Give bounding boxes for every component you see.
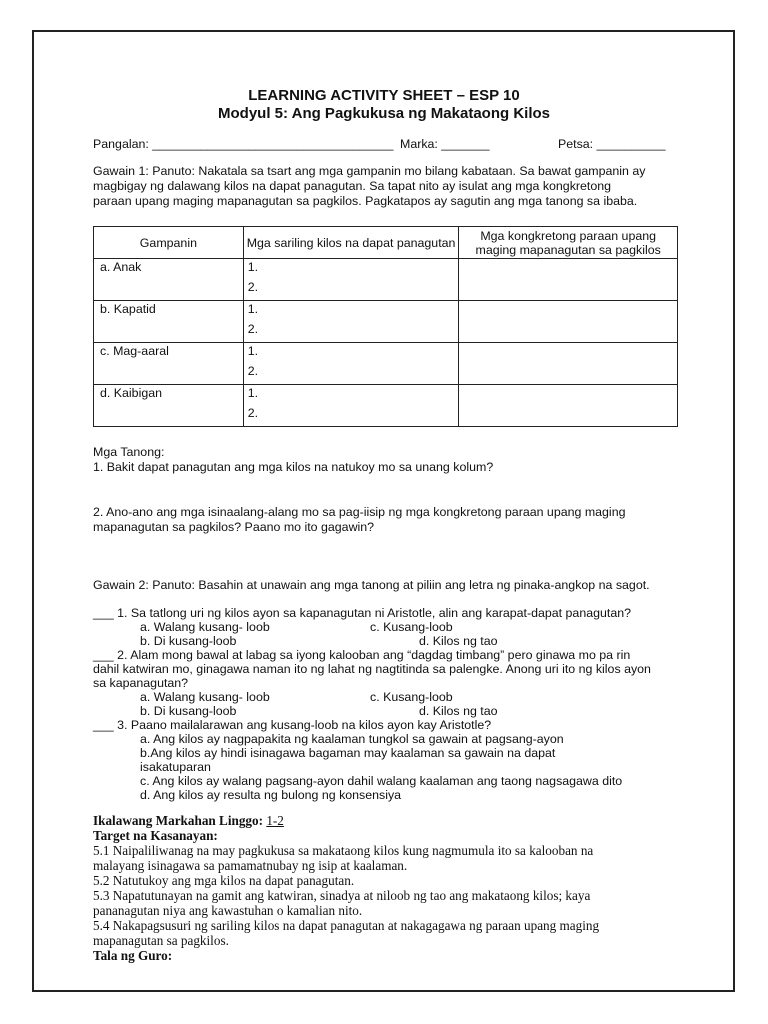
mc-q3-option-d[interactable]: d. Ang kilos ay resulta ng bulong ng konsensiya xyxy=(140,788,402,802)
grade-field[interactable]: Marka: _______ xyxy=(400,137,490,151)
table-row xyxy=(94,385,678,427)
item-number: 2. xyxy=(247,364,259,378)
date-field[interactable]: Petsa: __________ xyxy=(558,137,666,151)
target-5-3-line2: pananagutan niya ang kawastuhan o kamalian nito. xyxy=(93,903,363,918)
item-number: 1. xyxy=(247,386,259,400)
mc-q2-option-b[interactable]: b. Di kusang-loob xyxy=(140,704,237,718)
kilos-cell[interactable] xyxy=(243,259,459,301)
mc-q1-option-c[interactable]: c. Kusang-loob xyxy=(370,620,453,634)
week-row xyxy=(93,813,284,828)
role-cell: b. Kapatid xyxy=(94,301,244,343)
item-number: 1. xyxy=(247,344,259,358)
mc-q1-option-b[interactable]: b. Di kusang-loob xyxy=(140,634,237,648)
sheet-title: LEARNING ACTIVITY SHEET – ESP 10 xyxy=(248,87,520,104)
header-kilos: Mga sariling kilos na dapat panagutan xyxy=(243,227,459,259)
paraan-cell[interactable] xyxy=(459,301,678,343)
paraan-cell[interactable] xyxy=(459,343,678,385)
teacher-note-label: Tala ng Guro: xyxy=(93,948,173,963)
gawain2-instructions: Gawain 2: Panuto: Basahin at unawain ang mga tanong at piliin ang letra ng pinaka-angkop na sagot. xyxy=(93,578,650,592)
mc-q3-option-a[interactable]: a. Ang kilos ay nagpapakita ng kaalaman tungkol sa gawain at pagsang-ayon xyxy=(140,732,564,746)
mc-question-1: ___ 1. Sa tatlong uri ng kilos ayon sa kapanagutan ni Aristotle, alin ang karapat-dapat panagutan? xyxy=(93,606,632,620)
gawain1-instructions-line1: Gawain 1: Panuto: Nakatala sa tsart ang mga gampanin mo bilang kabataan. Sa bawat gampanin ay xyxy=(93,164,646,178)
paraan-cell[interactable] xyxy=(459,385,678,427)
item-number: 2. xyxy=(247,406,259,420)
mc-q1-option-d[interactable]: d. Kilos ng tao xyxy=(419,634,498,648)
mc-q2-option-a[interactable]: a. Walang kusang- loob xyxy=(140,690,270,704)
role-cell: d. Kaibigan xyxy=(94,385,244,427)
question-2-line2: mapanagutan sa pagkilos? Paano mo ito gagawin? xyxy=(93,520,375,534)
kilos-cell[interactable] xyxy=(243,301,459,343)
mc-q2-option-c[interactable]: c. Kusang-loob xyxy=(370,690,453,704)
target-5-3-line1: 5.3 Napatutunayan na gamit ang katwiran, sinadya at niloob ng tao ang makataong kilos; kaya xyxy=(93,888,591,903)
mc-q1-option-a[interactable]: a. Walang kusang- loob xyxy=(140,620,270,634)
questions-label: Mga Tanong: xyxy=(93,445,165,459)
question-1: 1. Bakit dapat panagutan ang mga kilos na natukoy mo sa unang kolum? xyxy=(93,460,494,474)
role-cell: a. Anak xyxy=(94,259,244,301)
mc-question-3: ___ 3. Paano mailalarawan ang kusang-loob na kilos ayon kay Aristotle? xyxy=(93,718,492,732)
kilos-cell[interactable] xyxy=(243,343,459,385)
item-number: 1. xyxy=(247,260,259,274)
kilos-cell[interactable] xyxy=(243,385,459,427)
item-number: 2. xyxy=(247,280,259,294)
mc-q3-option-b-line2[interactable]: isakatuparan xyxy=(140,760,211,774)
mc-q3-option-b-line1[interactable]: b.Ang kilos ay hindi isinagawa bagaman may kaalaman sa gawain na dapat xyxy=(140,746,556,760)
target-5-2: 5.2 Natutukoy ang mga kilos na dapat panagutan. xyxy=(93,873,355,888)
mc-question-2-line1: ___ 2. Alam mong bawal at labag sa iyong kalooban ang “dagdag timbang” pero ginawa mo pa rin xyxy=(93,648,631,662)
gawain1-instructions-line2: magbigay ng dalawang kilos na dapat panagutan. Sa tapat nito ay isulat ang mga kongkretong xyxy=(93,179,612,193)
item-number: 1. xyxy=(247,302,259,316)
target-5-1-line2: malayang isinagawa sa pamamatnubay ng isip at kaalaman. xyxy=(93,858,408,873)
header-gampanin: Gampanin xyxy=(94,227,244,259)
roles-table xyxy=(93,226,678,427)
paraan-cell[interactable] xyxy=(459,259,678,301)
name-field[interactable]: Pangalan: ___________________________________ xyxy=(93,137,394,151)
week-label: Ikalawang Markahan Linggo: xyxy=(93,813,264,828)
mc-q2-option-d[interactable]: d. Kilos ng tao xyxy=(419,704,498,718)
mc-question-2-line3: sa kapanagutan? xyxy=(93,676,189,690)
table-row xyxy=(94,343,678,385)
table-header-row xyxy=(94,227,678,259)
week-value: 1-2 xyxy=(266,813,284,828)
role-cell: c. Mag-aaral xyxy=(94,343,244,385)
question-2-line1: 2. Ano-ano ang mga isinaalang-alang mo sa pag-iisip ng mga kongkretong paraan upang maging xyxy=(93,505,626,519)
table-row xyxy=(94,301,678,343)
mc-question-2-line2: dahil katwiran mo, ginagawa naman ito ng lahat ng nagtitinda sa palengke. Anong uri ito ng kilos ayon xyxy=(93,662,651,676)
target-5-4-line2: mapanagutan sa pagkilos. xyxy=(93,933,229,948)
gawain1-instructions-line3: paraan upang maging mapanagutan sa pagkilos. Pagkatapos ay sagutin ang mga tanong sa ibaba. xyxy=(93,194,638,208)
module-title: Modyul 5: Ang Pagkukusa ng Makataong Kilos xyxy=(218,105,550,122)
header-paraan: Mga kongkretong paraan upang maging mapanagutan sa pagkilos xyxy=(459,227,678,259)
table-row xyxy=(94,259,678,301)
item-number: 2. xyxy=(247,322,259,336)
target-5-4-line1: 5.4 Nakapagsusuri ng sariling kilos na dapat panagutan at nakagagawa ng paraan upang maging xyxy=(93,918,600,933)
target-5-1-line1: 5.1 Naipaliliwanag na may pagkukusa sa makataong kilos kung nagmumula ito sa kalooban na xyxy=(93,843,594,858)
mc-q3-option-c[interactable]: c. Ang kilos ay walang pagsang-ayon dahil walang kaalaman ang taong nagsagawa dito xyxy=(140,774,623,788)
target-label: Target na Kasanayan: xyxy=(93,828,218,843)
